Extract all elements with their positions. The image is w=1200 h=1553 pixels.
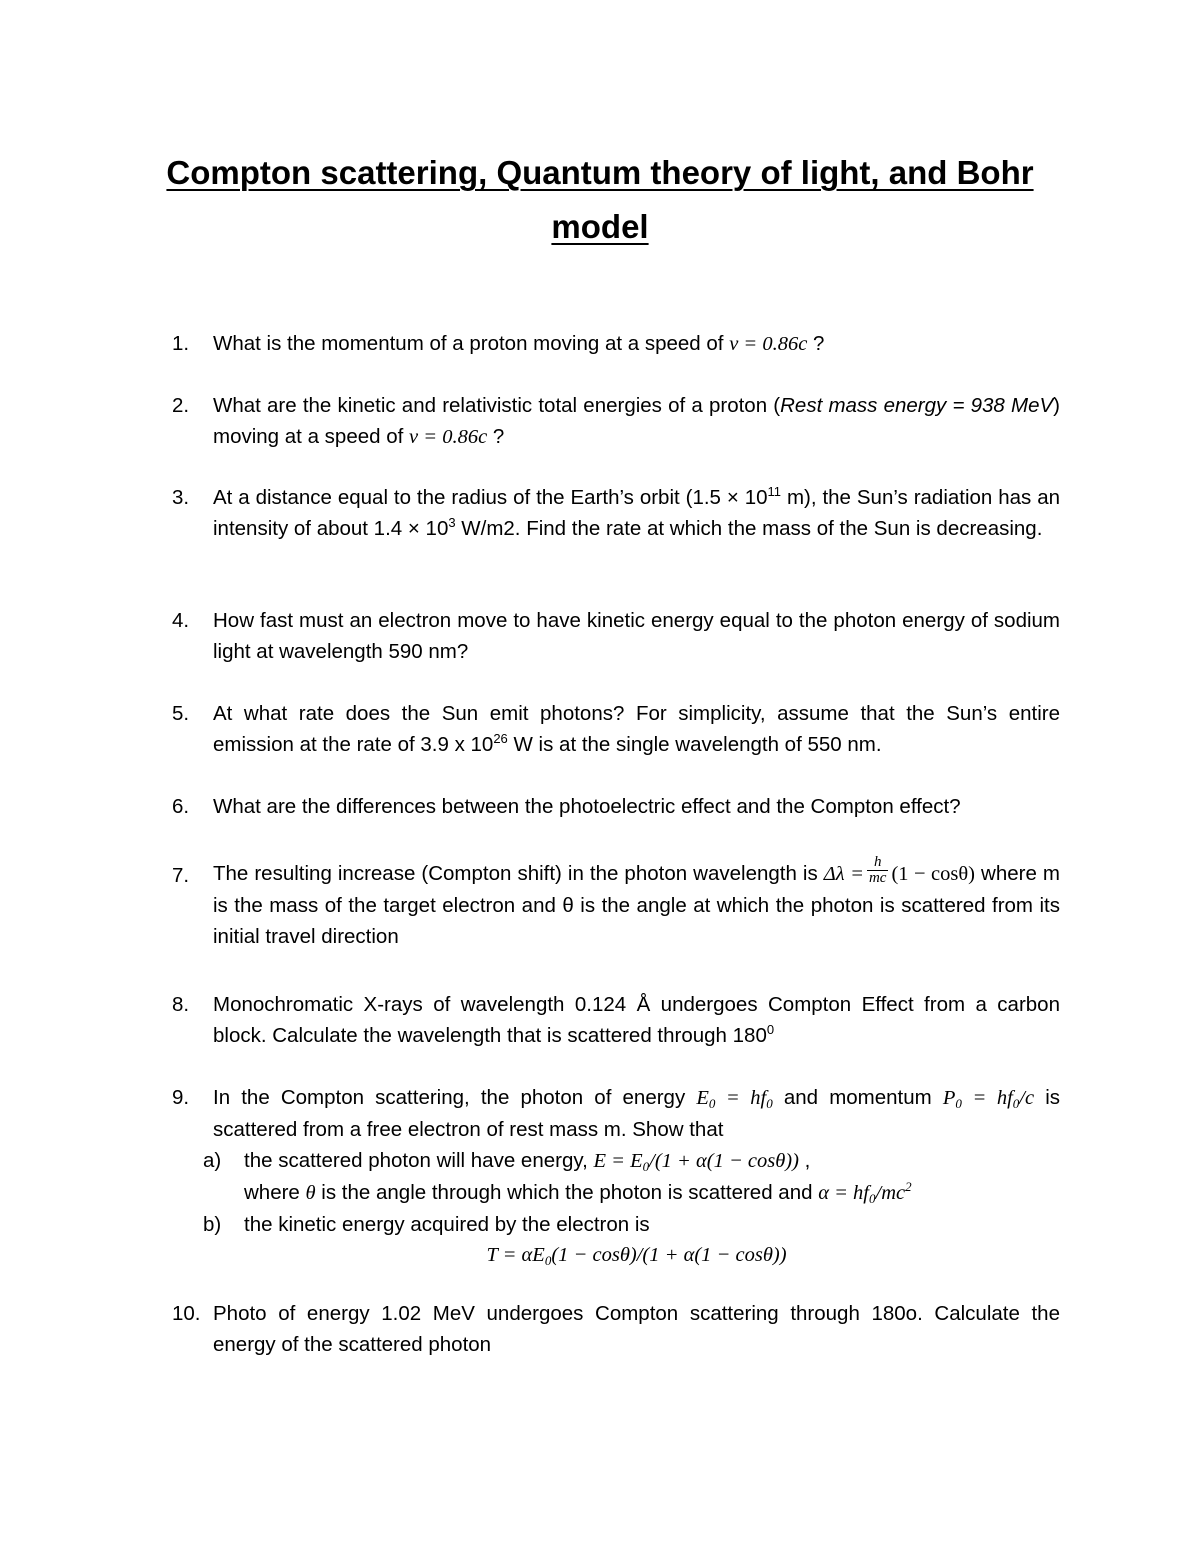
energy-symbol: $E_0 = hf_0$	[696, 1087, 773, 1111]
question-number: 1.	[172, 332, 190, 355]
question-5	[172, 698, 1060, 760]
question-number: 9.	[172, 1086, 190, 1109]
page-title	[140, 146, 1060, 254]
question-2	[172, 390, 1060, 453]
sub-item-a: a) the scattered photon will have energy, $E = E_0/(1 + \alpha(1 - \cos\theta))$ , where θ is the angle through which the photon is scattered and $\alpha = hf_0/mc^2$	[172, 1145, 1060, 1209]
question-text: At a distance equal to the radius of the Earth’s orbit ($1.5 \times 10^{11}$ m), the Sun’s radiation has an intensity of about $1.4 \times 10^3$ W/m2. Find the rate at which the mass of the Sun is decreasing.	[213, 484, 1061, 540]
question-text: At what rate does the Sun emit photons? For simplicity, assume that the Sun’s entire emission at the rate of 3.9 x $10^{26}$ W is at the single wavelength of 550 nm.	[213, 702, 1060, 756]
title-text: Compton scattering, Quantum theory of light, and Bohr model	[166, 154, 1034, 245]
question-number: 7.	[172, 864, 190, 887]
question-number: 5.	[172, 702, 190, 725]
question-text: How fast must an electron move to have kinetic energy equal to the photon energy of sodium light at wavelength 590 nm?	[213, 609, 1060, 663]
fraction: $\frac{h}{mc}$	[868, 854, 887, 887]
equation-lhs: Δλ =	[823, 863, 864, 885]
question-number: 10.	[172, 1302, 201, 1325]
sub-item-b: b) the kinetic energy acquired by the electron is	[172, 1209, 1060, 1240]
question-9	[172, 1082, 1060, 1271]
alpha-definition: $\alpha = hf_0/mc^2$	[818, 1179, 912, 1206]
question-text: What are the differences between the photoelectric effect and the Compton effect?	[213, 795, 961, 818]
question-4	[172, 605, 1060, 667]
question-1	[172, 328, 1060, 360]
kinetic-energy-equation: $T = \alpha E_0(1 - \cos\theta)/(1 + \alpha(1 - \cos\theta))$	[486, 1244, 787, 1268]
question-text: In the Compton scattering, the photon of energy $E_0 = hf_0$ and momentum $P_0 = hf_0/c$ is scattered from a free electron of rest mass m. Show that	[213, 1086, 1061, 1141]
equation-rhs: (1 − cosθ)	[891, 863, 976, 885]
question-number: 3.	[172, 486, 190, 509]
momentum-symbol: $P_0 = hf_0/c$	[942, 1087, 1035, 1111]
question-text: What are the kinetic and relativistic total energies of a proton (Rest mass energy = 938 MeV) moving at a speed of v = 0.86c ?	[213, 394, 1060, 448]
question-6	[172, 791, 1060, 822]
question-text: What is the momentum of a proton moving at a speed of v = 0.86c ?	[213, 332, 825, 355]
sub-item-label: a)	[203, 1149, 222, 1172]
question-3	[172, 482, 1060, 544]
sub-item-label: b)	[203, 1213, 222, 1236]
question-number: 4.	[172, 609, 190, 632]
rest-mass-note: Rest mass energy = 938 MeV	[780, 394, 1054, 417]
scattered-energy-equation: $E = E_0/(1 + \alpha(1 - \cos\theta))$	[593, 1150, 799, 1174]
question-text: Monochromatic X-rays of wavelength 0.124 Å undergoes Compton Effect from a carbon block. Calculate the wavelength that is scattered through $180^0$	[213, 993, 1060, 1047]
question-number: 8.	[172, 993, 190, 1016]
question-text: The resulting increase (Compton shift) in the photon wavelength is Δλ = $\frac{h}{mc}$ (1 − cosθ) where m is the mass of the target electron and θ is the angle at which the photon is scattered from its initial travel direction	[213, 854, 1060, 949]
question-7	[172, 854, 1060, 952]
question-number: 6.	[172, 795, 190, 818]
question-8	[172, 989, 1060, 1051]
question-text: Photo of energy 1.02 MeV undergoes Compton scattering through 180o. Calculate the energy of the scattered photon	[213, 1302, 1060, 1356]
equation: v = 0.86c	[729, 333, 808, 355]
question-10	[172, 1298, 1060, 1360]
equation: v = 0.86c	[409, 426, 488, 448]
question-number: 2.	[172, 394, 190, 417]
